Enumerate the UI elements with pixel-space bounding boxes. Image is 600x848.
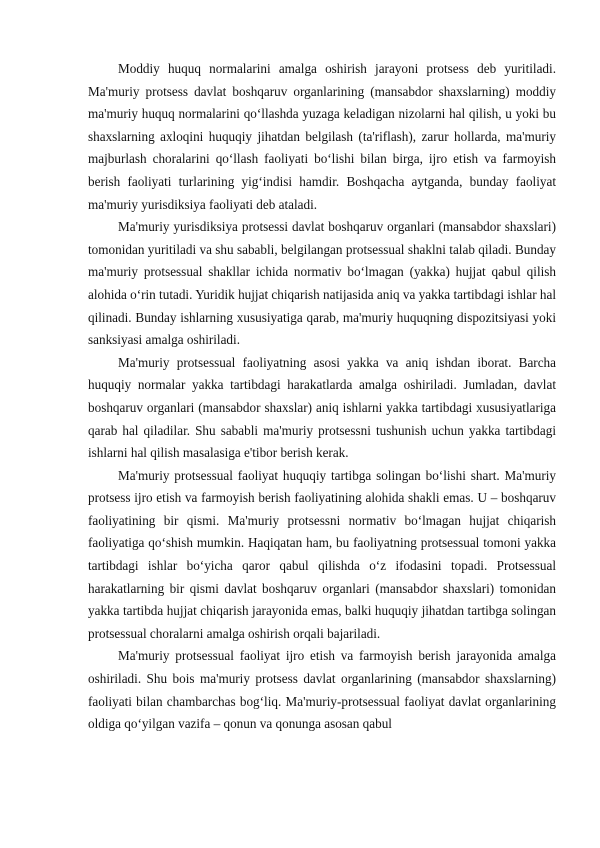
paragraph: Ma'muriy yurisdiksiya protsessi davlat boshqaruv organlari (mansabdor shaxslari) tomonidan yuritiladi va shu sababli, belgilangan protsessual shaklni talab qiladi. Bunday ma'muriy protsessual shakllar ichida normativ bo‘lmagan (yakka) hujjat qabul qilish alohida o‘rin tutadi. Yuridik hujjat chiqarish natijasida aniq va yakka tartibdagi ishlar hal qilinadi. Bunday ishlarning xususiyatiga qarab, ma'muriy huquqning dispozitsiyasi yoki sanksiyasi amalga oshiriladi. [88, 219, 556, 348]
paragraph: Ma'muriy protsessual faoliyatning asosi yakka va aniq ishdan iborat. Barcha huquqiy normalar yakka tartibdagi harakatlarda amalga oshiriladi. Jumladan, davlat boshqaruv organlari (mansabdor shaxslar) aniq ishlarni yakka tartibdagi xususiyatlariga qarab hal qiladilar. Shu sababli ma'muriy protsessni tushunish uchun yakka tartibdagi ishlarni hal qilish masalasiga e'tibor berish kerak. [88, 354, 556, 461]
paragraph: Ma'muriy protsessual faoliyat huquqiy tartibga solingan bo‘lishi shart. Ma'muriy protsess ijro etish va farmoyish berish faoliyatining alohida shakli emas. U – boshqaruv faoliyatining bir qismi. Ma'muriy protsessni normativ bo‘lmagan hujjat chiqarish faoliyatiga qo‘shish mumkin. Haqiqatan ham, bu faoliyatning protsessual tomoni yakka tartibdagi ishlar bo‘yicha qaror qabul qilishda o‘z ifodasini topadi. Protsessual harakatlarning bir qismi davlat boshqaruv organlari (mansabdor shaxslari) tomonidan yakka tartibda hujjat chiqarish jarayonida emas, balki huquqiy jihatdan tartibga solingan protsessual choralarni amalga oshirish orqali bajariladi. [88, 467, 556, 641]
paragraph: Ma'muriy protsessual faoliyat ijro etish va farmoyish berish jarayonida amalga oshiriladi. Shu bois ma'muriy protsess davlat organlarining (mansabdor shaxslarning) faoliyati bilan chambarchas bog‘liq. Ma'muriy-protsessual faoliyat davlat organlarining oldiga qo‘yilgan vazifa – qonun va qonunga asosan qabul [88, 648, 556, 732]
document-page [88, 58, 556, 736]
paragraph: Moddiy huquq normalarini amalga oshirish jarayoni protsess deb yuritiladi. Ma'muriy protsess davlat boshqaruv organlarining (mansabdor shaxslarning) moddiy ma'muriy huquq normalarini qo‘llashda yuzaga keladigan nizolarni hal qilish, u yoki bu shaxslarning axloqini huquqiy jihatdan belgilash (ta'riflash), zarur hollarda, ma'muriy majburlash choralarini qo‘llash faoliyati bo‘lishi bilan birga, ijro etish va farmoyish berish faoliyati turlarining yig‘indisi hamdir. Boshqacha aytganda, bunday faoliyat ma'muriy yurisdiksiya faoliyati deb ataladi. [88, 61, 556, 212]
